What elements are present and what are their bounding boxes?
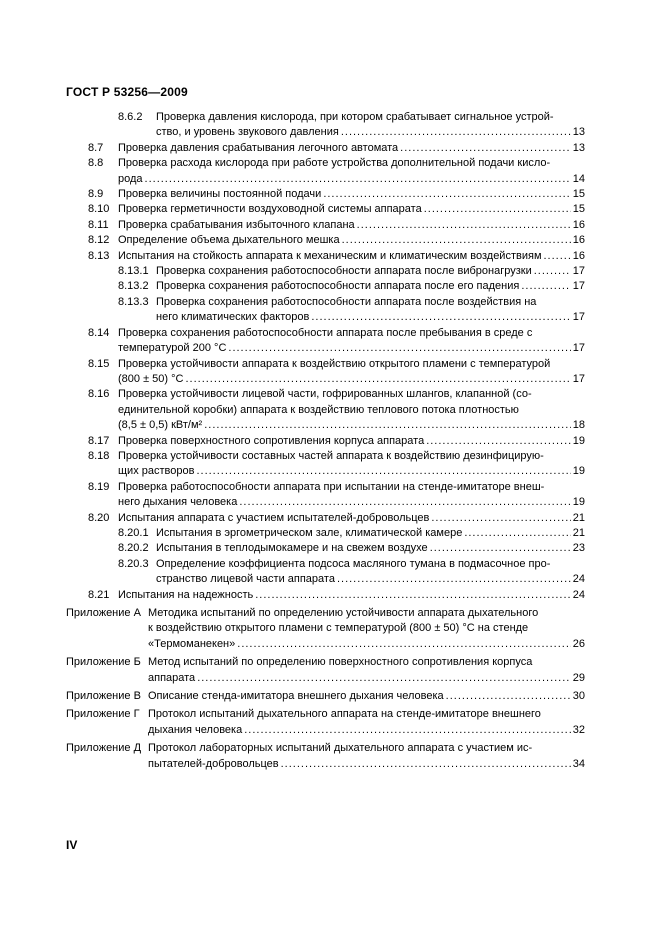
toc-line	[66, 156, 585, 171]
toc-entry	[66, 264, 585, 279]
toc-entry-number: 8.16	[88, 388, 110, 401]
toc-page-number: 19	[572, 434, 585, 447]
toc-entry-text: Испытания в эргометрическом зале, климатической камере	[156, 526, 463, 539]
toc-page-number: 29	[572, 671, 585, 684]
toc-line	[66, 741, 585, 756]
toc-line	[66, 449, 585, 464]
toc-entry-text: Проверка сохранения работоспособности аппарата после пребывания в среде с	[118, 326, 533, 339]
toc-page-number: 18	[572, 419, 585, 432]
toc-entry-text: аппарата	[148, 671, 196, 684]
toc-entry	[66, 588, 585, 603]
toc-entry	[66, 187, 585, 202]
toc-page-number: 19	[572, 465, 585, 478]
toc-entry-number: 8.20.1	[118, 526, 149, 539]
toc-entry-text: к воздействию открытого пламени с температурой (800 ± 50) °С на стенде	[148, 622, 529, 635]
toc-line	[66, 172, 585, 187]
toc-entry-text: Определение коэффициента подсоса масляного тумана в подмасочное про-	[156, 557, 551, 570]
toc-line	[66, 403, 585, 418]
dot-leader	[337, 572, 571, 587]
dot-leader	[342, 233, 571, 248]
toc-entry-text: Проверка величины постоянной подачи	[118, 188, 322, 201]
toc-entry	[66, 249, 585, 264]
toc-entry-number: Приложение Б	[66, 656, 141, 669]
toc-entry-text: Проверка давления срабатывания легочного автомата	[118, 141, 399, 154]
toc-page-number: 13	[572, 126, 585, 139]
toc-entry	[66, 511, 585, 526]
dot-leader	[244, 723, 571, 738]
toc-line	[66, 495, 585, 510]
toc-entry-number: 8.13.1	[118, 265, 149, 278]
toc-entry-number: 8.13.3	[118, 295, 149, 308]
toc-entry-text: Проверка устойчивости лицевой части, гофрированных шлангов, клапанной (со-	[118, 388, 532, 401]
dot-leader	[464, 526, 570, 541]
toc-entry-number: 8.6.2	[118, 111, 143, 123]
toc-entry-text: Протокол лабораторных испытаний дыхательного аппарата с участием ис-	[148, 742, 533, 755]
toc-entry-number: Приложение Г	[66, 708, 140, 721]
toc-line	[66, 295, 585, 310]
toc-entry	[66, 202, 585, 217]
toc-entry-text: Испытания на стойкость аппарата к механическим и климатическим воздействиям	[118, 249, 542, 262]
dot-leader	[311, 310, 570, 325]
toc-entry-text: Проверка устойчивости составных частей аппарата к воздействию дезинфицирую-	[118, 449, 544, 462]
dot-leader	[534, 264, 571, 279]
toc-entry-text: единительной коробки) аппарата к воздействию теплового потока плотностью	[118, 403, 519, 416]
dot-leader	[196, 464, 570, 479]
toc-entry-number: Приложение В	[66, 690, 141, 703]
toc-entry-text: Проверка устойчивости аппарата к воздействию открытого пламени с температурой	[118, 357, 551, 370]
dot-leader	[426, 434, 571, 449]
dot-leader	[400, 141, 571, 156]
toc-line	[66, 637, 585, 652]
toc-line	[66, 621, 585, 636]
toc-page-number: 19	[572, 496, 585, 509]
toc-line	[66, 434, 585, 449]
dot-leader	[424, 202, 571, 217]
toc-entry-number: 8.12	[88, 234, 110, 247]
toc-page-number: 17	[572, 372, 585, 385]
toc-page-number: 17	[572, 280, 585, 293]
toc-entry	[66, 741, 585, 772]
toc-entry	[66, 110, 585, 141]
toc-entry-text: Методика испытаний по определению устойчивости аппарата дыхательного	[148, 607, 539, 619]
toc-entry-text: него дыхания человека	[118, 496, 238, 509]
toc-page-number: 14	[572, 172, 585, 185]
toc-entry-text: него климатических факторов	[156, 311, 310, 324]
toc-entry	[66, 434, 585, 449]
toc-entry-text: странство лицевой части аппарата	[156, 573, 335, 586]
dot-leader	[255, 588, 571, 603]
toc-page-number: 32	[572, 723, 585, 736]
toc-line	[66, 279, 585, 294]
dot-leader	[357, 218, 571, 233]
toc-entry-text: Проверка сохранения работоспособности аппарата после его падения	[156, 280, 520, 293]
toc-line	[66, 480, 585, 495]
toc-entry	[66, 449, 585, 480]
toc-page-number: 16	[572, 234, 585, 247]
toc-entry-number: 8.11	[88, 218, 109, 231]
toc-entry-text: Метод испытаний по определению поверхностного сопротивления корпуса	[148, 656, 533, 669]
toc-entry-number: 8.20	[88, 511, 110, 524]
toc-line	[66, 557, 585, 572]
dot-leader	[228, 341, 570, 356]
toc-entry	[66, 156, 585, 187]
toc-entry-text: щих растворов	[118, 465, 195, 478]
dot-leader	[341, 125, 571, 140]
toc-entry-number: 8.7	[88, 141, 104, 154]
toc-line	[66, 249, 585, 264]
toc-entry-text: (800 ± 50) °С	[118, 372, 184, 385]
toc-entry-text: Испытания на надежность	[118, 588, 254, 601]
toc-entry-number: 8.15	[88, 357, 110, 370]
toc-page-number: 30	[572, 690, 585, 703]
toc-entry	[66, 326, 585, 357]
toc-page-number: 23	[572, 542, 585, 555]
toc-line	[66, 418, 585, 433]
toc-entry	[66, 655, 585, 686]
dot-leader	[239, 495, 570, 510]
toc-entry-number: 8.13	[88, 249, 110, 262]
toc-line	[66, 141, 585, 156]
toc-line	[66, 341, 585, 356]
toc-entry-text: Проверка сохранения работоспособности аппарата после воздействия на	[156, 295, 537, 308]
toc-line	[66, 218, 585, 233]
toc-entry	[66, 707, 585, 738]
toc-entry-text: ство, и уровень звукового давления	[156, 126, 339, 139]
toc-line	[66, 541, 585, 556]
toc-page-number: 13	[572, 141, 585, 154]
toc-line	[66, 655, 585, 670]
toc-page-number: 16	[572, 249, 585, 262]
toc-line	[66, 202, 585, 217]
toc-entry-number: 8.19	[88, 480, 110, 493]
toc-page-number: 26	[572, 637, 585, 650]
toc-entry-number: 8.9	[88, 188, 104, 201]
toc-entry-text: Проверка герметичности воздуховодной системы аппарата	[118, 203, 422, 216]
toc-entry-text: Проверка сохранения работоспособности аппарата после вибронагрузки	[156, 265, 532, 278]
toc-entry	[66, 218, 585, 233]
toc-entry-text: Проверка давления кислорода, при котором срабатывает сигнальное устрой-	[156, 111, 554, 123]
toc-line	[66, 588, 585, 603]
toc-line	[66, 671, 585, 686]
toc-entry	[66, 541, 585, 556]
toc-entry	[66, 606, 585, 652]
toc-entry	[66, 233, 585, 248]
toc-entry-number: Приложение Д	[66, 742, 142, 755]
dot-leader	[521, 279, 570, 294]
toc-entry-number: 8.14	[88, 326, 110, 339]
toc-entry	[66, 526, 585, 541]
toc-line	[66, 707, 585, 722]
toc-entry-number: 8.10	[88, 203, 110, 216]
toc-page-number: 24	[572, 573, 585, 586]
dot-leader	[446, 689, 571, 704]
toc-entry-text: Протокол испытаний дыхательного аппарата на стенде-имитаторе внешнего	[148, 708, 541, 721]
toc-line	[66, 387, 585, 402]
dot-leader	[197, 671, 571, 686]
toc-entry-text: Испытания аппарата с участием испытателей-добровольцев	[118, 511, 430, 524]
toc-line	[66, 511, 585, 526]
toc-page-number: 21	[572, 526, 585, 539]
dot-leader	[145, 172, 571, 187]
toc-line	[66, 372, 585, 387]
dot-leader	[185, 372, 570, 387]
toc-entry-text: Проверка работоспособности аппарата при испытании на стенде-имитаторе внеш-	[118, 480, 545, 493]
toc-page-number: 24	[572, 588, 585, 601]
toc-line	[66, 125, 585, 140]
toc-line	[66, 233, 585, 248]
toc-line	[66, 757, 585, 772]
toc-entry	[66, 480, 585, 511]
toc-entry-text: Описание стенда-имитатора внешнего дыхания человека	[148, 690, 444, 703]
toc-page-number: 17	[572, 311, 585, 324]
toc-entry-text: пытателей-добровольцев	[148, 757, 279, 770]
table-of-contents	[66, 110, 585, 772]
toc-entry-number: 8.8	[88, 157, 104, 170]
toc-entry-number: 8.21	[88, 588, 110, 601]
toc-entry-number: 8.20.2	[118, 542, 149, 555]
toc-line	[66, 264, 585, 279]
toc-entry-text: Определение объема дыхательного мешка	[118, 234, 340, 247]
toc-entry	[66, 689, 585, 704]
toc-line	[66, 572, 585, 587]
toc-entry-text: рода	[118, 172, 143, 185]
toc-line	[66, 187, 585, 202]
toc-entry-text: «Термоманекен»	[148, 637, 236, 650]
toc-entry-number: 8.17	[88, 434, 110, 447]
toc-entry	[66, 295, 585, 326]
toc-line	[66, 526, 585, 541]
toc-page-number: 17	[572, 265, 585, 278]
toc-entry-number: 8.18	[88, 449, 110, 462]
dot-leader	[431, 511, 570, 526]
dot-leader	[323, 187, 570, 202]
toc-entry-text: Проверка срабатывания избыточного клапана	[118, 218, 355, 231]
toc-entry	[66, 357, 585, 388]
dot-leader	[237, 637, 570, 652]
page-number-footer: IV	[66, 838, 78, 852]
dot-leader	[204, 418, 571, 433]
toc-line	[66, 326, 585, 341]
toc-entry	[66, 387, 585, 433]
toc-entry-text: Проверка поверхностного сопротивления корпуса аппарата	[118, 434, 425, 447]
toc-entry	[66, 279, 585, 294]
toc-entry-text: Проверка расхода кислорода при работе устройства дополнительной подачи кисло-	[118, 157, 551, 170]
toc-entry-number: Приложение А	[66, 607, 141, 619]
toc-page-number: 21	[572, 511, 585, 524]
toc-entry-text: температурой 200 °С	[118, 342, 227, 355]
toc-line	[66, 723, 585, 738]
toc-page-number: 16	[572, 218, 585, 231]
toc-line	[66, 110, 585, 125]
toc-line	[66, 310, 585, 325]
dot-leader	[281, 757, 571, 772]
toc-entry-text: дыхания человека	[148, 723, 243, 736]
dot-leader	[544, 249, 571, 264]
document-header-title: ГОСТ Р 53256—2009	[66, 85, 188, 99]
toc-page-number: 15	[572, 188, 585, 201]
toc-page-number: 17	[572, 342, 585, 355]
toc-entry	[66, 141, 585, 156]
toc-line	[66, 689, 585, 704]
toc-entry-text: (8,5 ± 0,5) кВт/м²	[118, 419, 203, 432]
toc-line	[66, 606, 585, 621]
toc-line	[66, 357, 585, 372]
toc-page-number: 34	[572, 757, 585, 770]
toc-entry-text: Испытания в теплодымокамере и на свежем воздухе	[156, 542, 428, 555]
toc-entry	[66, 557, 585, 588]
dot-leader	[430, 541, 571, 556]
toc-entry-number: 8.20.3	[118, 557, 149, 570]
toc-line	[66, 464, 585, 479]
toc-entry-number: 8.13.2	[118, 280, 149, 293]
toc-page-number: 15	[572, 203, 585, 216]
